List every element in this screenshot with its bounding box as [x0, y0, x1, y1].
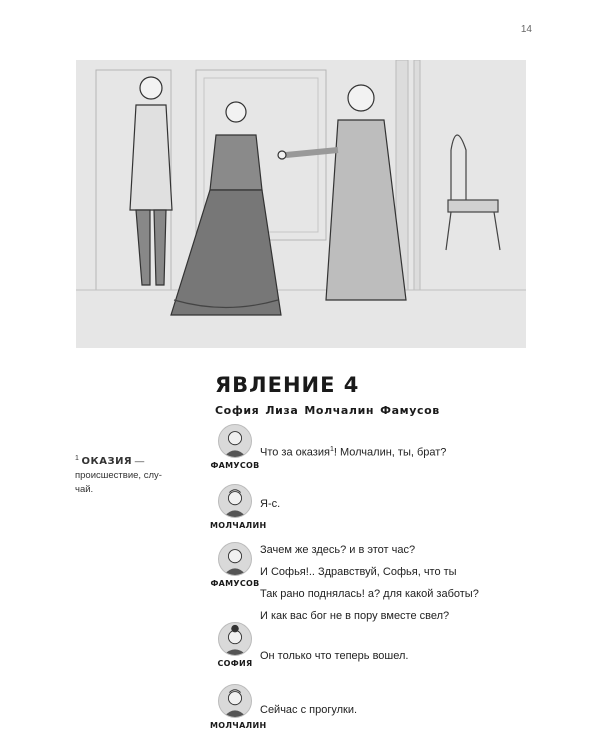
speaker-molchalin — [210, 684, 267, 730]
speaker-name: ФАМУСОВ — [210, 579, 260, 588]
avatar — [218, 484, 252, 518]
avatar — [218, 542, 252, 576]
page-number: 14 — [520, 24, 532, 35]
scene-title: ЯВЛЕНИЕ 4 — [215, 373, 360, 397]
avatar — [218, 424, 252, 458]
footnote-definition: — происшествие, слу- — [75, 456, 162, 482]
footnote-definition-cont: чай. — [75, 484, 94, 496]
speaker-name: СОФИЯ — [217, 659, 253, 668]
dialogue-line: И как вас бог не в пору вместе свел? — [260, 610, 450, 622]
cast-member: Фамусов — [380, 404, 440, 417]
footnote-ref[interactable]: 1 — [329, 446, 334, 453]
dialogue-line: Что за оказия$^1$! Молчалин, ты, брат? — [260, 446, 447, 459]
avatar — [218, 684, 252, 718]
speaker-name: ФАМУСОВ — [210, 461, 260, 470]
cast-list — [215, 404, 440, 417]
scene-illustration — [76, 60, 526, 348]
avatar — [218, 622, 252, 656]
speaker-famusov — [210, 424, 260, 470]
speaker-name: МОЛЧАЛИН — [210, 721, 267, 730]
footnote — [75, 452, 207, 497]
dialogue-line: И Софья!.. Здравствуй, Софья, что ты — [260, 566, 457, 578]
footnote-term: ОКАЗИЯ — [81, 456, 133, 468]
dialogue-line: Сейчас с прогулки. — [260, 704, 358, 716]
cast-member: Лиза — [265, 404, 299, 417]
footnote-marker: 1 — [75, 455, 79, 462]
speaker-molchalin — [210, 484, 267, 530]
cast-member: София — [215, 404, 260, 417]
dialogue-line: Так рано поднялась! а? для какой заботы? — [260, 588, 479, 600]
dialogue-line: Зачем же здесь? и в этот час? — [260, 544, 416, 556]
dialogue-line: Я-с. — [260, 498, 281, 510]
speaker-famusov — [210, 542, 260, 588]
cast-member: Молчалин — [304, 404, 375, 417]
speaker-sofia — [210, 622, 260, 668]
speaker-name: МОЛЧАЛИН — [210, 521, 267, 530]
dialogue-line: Он только что теперь вошел. — [260, 650, 409, 662]
